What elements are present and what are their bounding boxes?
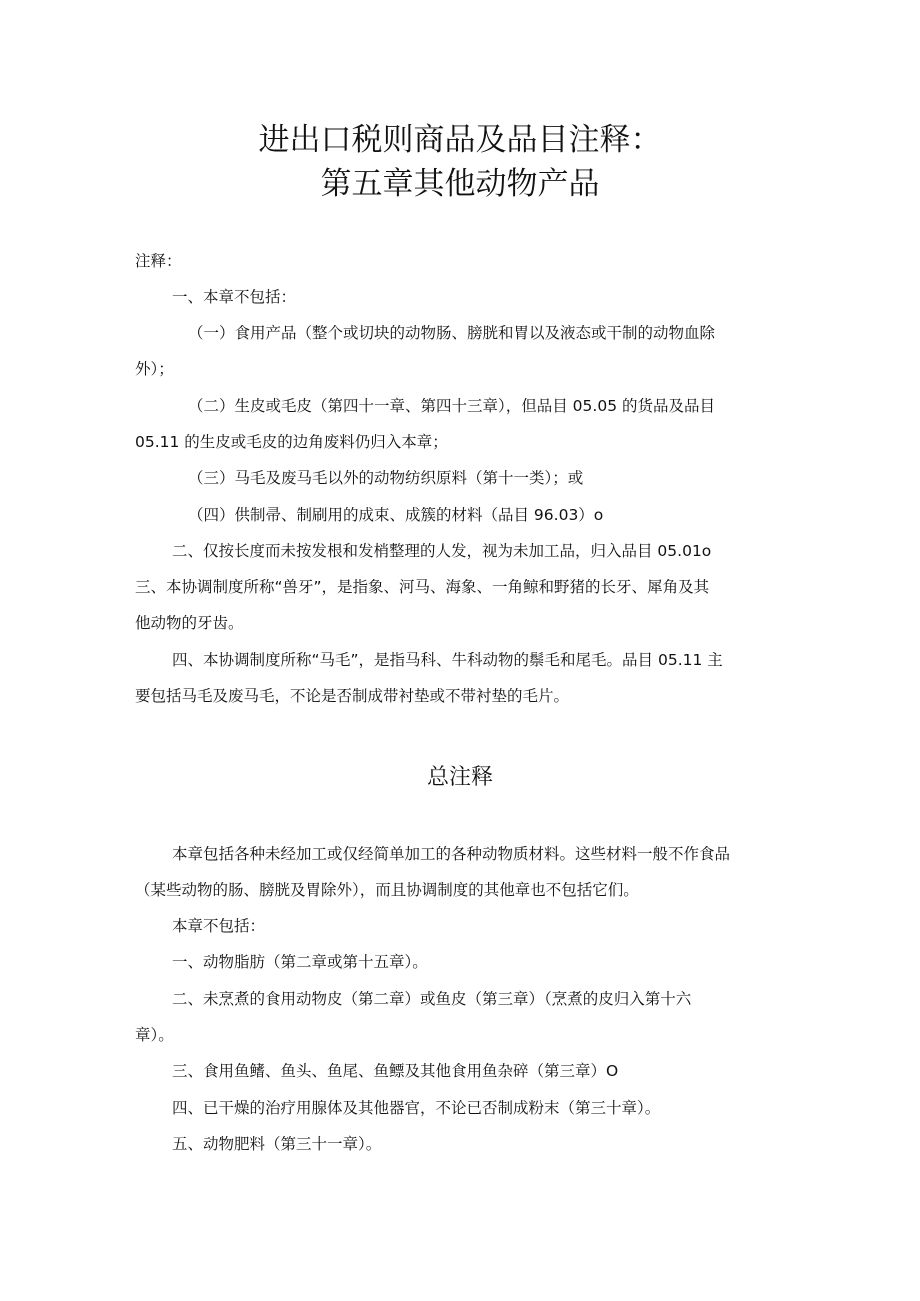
note-1-item-1-cont: 外）； — [135, 360, 174, 378]
notes-label: 注释： — [135, 252, 182, 270]
note-1-item-3: （三）马毛及废马毛以外的动物纺织原料（第十一类）；或 — [188, 469, 584, 487]
note-3: 三、本协调制度所称“兽牙”，是指象、河马、海象、一角鲸和野猪的长牙、犀角及其 — [135, 578, 710, 596]
note-1-item-2: （二）生皮或毛皮（第四十一章、第四十三章），但品目 05.05 的货品及品目 — [188, 397, 715, 415]
note-1-item-4: （四）供制帚、制刷用的成束、成簇的材料（品目 96.03）o — [188, 506, 604, 524]
exclusion-2-cont: 章）。 — [135, 1026, 174, 1044]
note-1-item-1: （一）食用产品（整个或切块的动物肠、膀胱和胃以及液态或干制的动物血除 — [188, 324, 716, 342]
exclusion-2: 二、未烹煮的食用动物皮（第二章）或鱼皮（第三章）（烹煮的皮归入第十六 — [172, 990, 692, 1008]
note-1-heading: 一、本章不包括： — [172, 288, 297, 306]
note-1-item-2-cont: 05.11 的生皮或毛皮的边角废料仍归入本章； — [135, 433, 448, 451]
general-paragraph-cont: （某些动物的肠、膀胱及胃除外），而且协调制度的其他章也不包括它们。 — [135, 881, 639, 899]
exclusion-1: 一、动物脂肪（第二章或第十五章）。 — [172, 953, 428, 971]
note-2: 二、仅按长度而未按发根和发梢整理的人发，视为未加工品，归入品目 05.01o — [172, 542, 712, 560]
exclusion-4: 四、已干燥的治疗用腺体及其他器官，不论已否制成粉末（第三十章）。 — [172, 1099, 661, 1117]
document-title-line2: 第五章其他动物产品 — [320, 166, 600, 202]
general-paragraph: 本章包括各种未经加工或仅经简单加工的各种动物质材料。这些材料一般不作食品 — [172, 845, 731, 863]
note-4-cont: 要包括马毛及废马毛，不论是否制成带衬垫或不带衬垫的毛片。 — [135, 687, 570, 705]
document-title-line1: 进出口税则商品及品目注释： — [258, 122, 662, 158]
exclusions-heading: 本章不包括： — [172, 917, 266, 935]
general-notes-title: 总注释 — [426, 765, 493, 790]
note-4: 四、本协调制度所称“马毛”，是指马科、牛科动物的鬃毛和尾毛。品目 05.11 主 — [172, 651, 723, 669]
exclusion-5: 五、动物肥料（第三十一章）。 — [172, 1135, 382, 1153]
note-3-cont: 他动物的牙齿。 — [135, 614, 244, 632]
exclusion-3: 三、食用鱼鳍、鱼头、鱼尾、鱼鳔及其他食用鱼杂碎（第三章）O — [172, 1062, 619, 1080]
